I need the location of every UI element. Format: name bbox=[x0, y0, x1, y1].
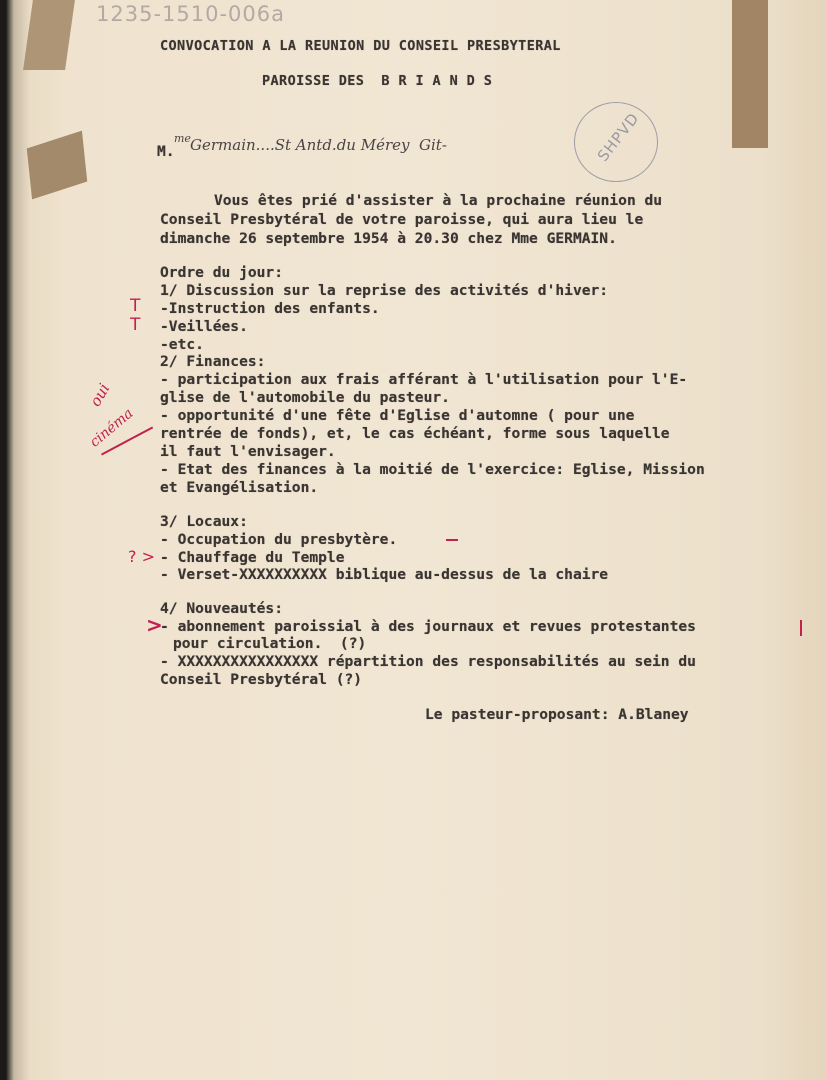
signature-line: Le pasteur-proposant: A.Blaney bbox=[425, 706, 689, 723]
annotation-tick bbox=[800, 620, 802, 636]
agenda-line: 4/ Nouveautés: bbox=[160, 600, 284, 617]
agenda-line: - XXXXXXXXXXXXXXXX répartition des responsabilités au sein du bbox=[160, 653, 696, 670]
agenda-line: - Chauffage du Temple bbox=[160, 549, 345, 566]
annotation-dash bbox=[446, 539, 458, 541]
tape-strip bbox=[732, 0, 768, 148]
agenda-line: et Evangélisation. bbox=[160, 479, 319, 496]
agenda-line: - Verset-XXXXXXXXXX biblique au-dessus de la chaire bbox=[160, 566, 609, 583]
intro-line: Vous êtes prié d'assister à la prochaine réunion du bbox=[214, 192, 663, 209]
t-mark: T bbox=[130, 315, 141, 335]
agenda-line: 2/ Finances: bbox=[160, 353, 266, 370]
tape-strip bbox=[27, 131, 88, 200]
annotation-question: ? > bbox=[128, 547, 155, 566]
agenda-line: -Instruction des enfants. bbox=[160, 300, 380, 317]
document-title: CONVOCATION A LA REUNION DU CONSEIL PRESBYTERAL bbox=[160, 38, 561, 54]
parish-name: PAROISSE DES B R I A N D S bbox=[262, 73, 493, 89]
agenda-line: glise de l'automobile du pasteur. bbox=[160, 389, 450, 406]
agenda-line: il faut l'envisager. bbox=[160, 443, 336, 460]
agenda-line: -Veillées. bbox=[160, 318, 248, 335]
t-mark: T bbox=[130, 296, 141, 316]
agenda-line: - abonnement paroissial à des journaux et revues protestantes bbox=[160, 618, 696, 635]
annotation-oui: oui bbox=[86, 380, 114, 410]
page-edge-shadow bbox=[0, 0, 30, 1080]
addressee-handwritten: Germain....St Antd.du Mérey Git- bbox=[190, 136, 447, 154]
archive-stamp-text: SHPVD bbox=[593, 109, 643, 165]
agenda-line: 1/ Discussion sur la reprise des activités d'hiver: bbox=[160, 282, 609, 299]
intro-line: dimanche 26 septembre 1954 à 20.30 chez Mme GERMAIN. bbox=[160, 230, 617, 247]
addressee-superscript: me bbox=[174, 132, 191, 145]
agenda-line: rentrée de fonds), et, le cas échéant, forme sous laquelle bbox=[160, 425, 670, 442]
agenda-line: - Etat des finances à la moitié de l'exercice: Eglise, Mission bbox=[160, 461, 705, 478]
tape-strip bbox=[23, 0, 75, 70]
addressee-prefix: M. bbox=[157, 143, 175, 160]
agenda-line: Conseil Presbytéral (?) bbox=[160, 671, 363, 688]
agenda-line: - participation aux frais afférant à l'utilisation pour l'E- bbox=[160, 371, 688, 388]
agenda-line: pour circulation. (?) bbox=[173, 635, 367, 652]
archive-reference: 1235-1510-006a bbox=[96, 2, 285, 26]
agenda-line: - Occupation du presbytère. bbox=[160, 531, 398, 548]
agenda-line: -etc. bbox=[160, 336, 204, 353]
agenda-line: - opportunité d'une fête d'Eglise d'automne ( pour une bbox=[160, 407, 635, 424]
agenda-heading: Ordre du jour: bbox=[160, 264, 284, 281]
intro-line: Conseil Presbytéral de votre paroisse, qui aura lieu le bbox=[160, 211, 644, 228]
annotation-arrow: > bbox=[146, 613, 163, 637]
agenda-line: 3/ Locaux: bbox=[160, 513, 248, 530]
annotation-cinema: cinéma bbox=[86, 405, 137, 451]
